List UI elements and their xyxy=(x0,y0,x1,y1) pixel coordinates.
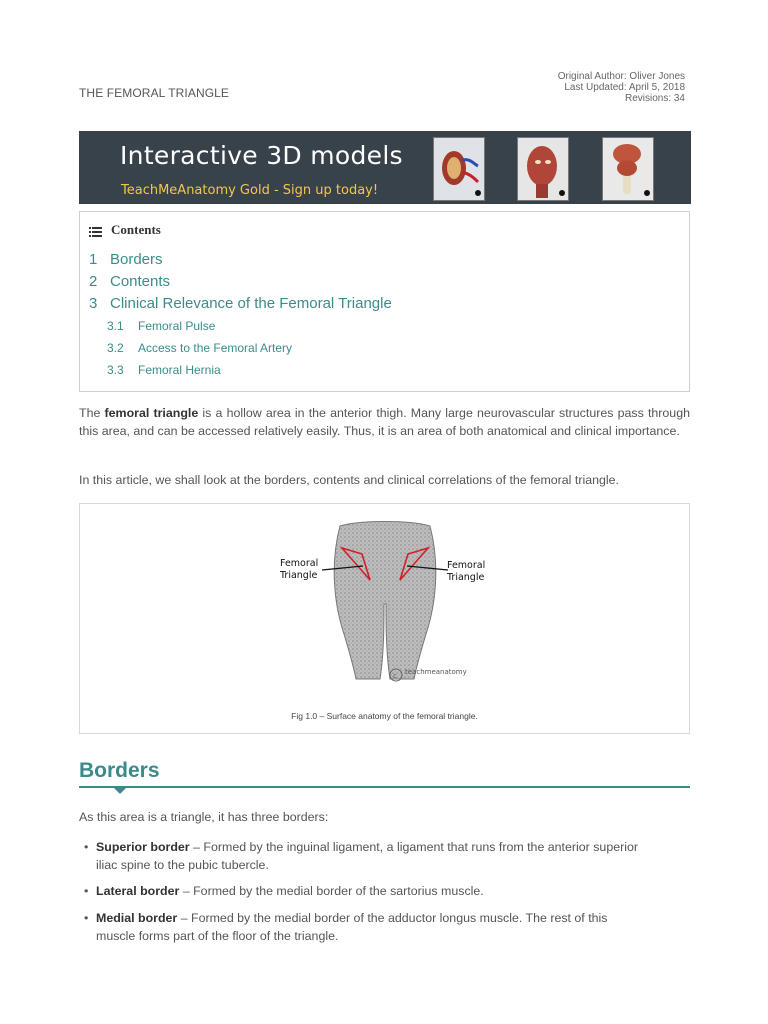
toc-subitem-femoral-pulse[interactable]: 3.1 Femoral Pulse xyxy=(107,319,216,333)
toc-subitem-femoral-artery-access[interactable]: 3.2 Access to the Femoral Artery xyxy=(107,341,293,355)
toc-subitem-femoral-hernia[interactable]: 3.3 Femoral Hernia xyxy=(107,363,221,377)
banner-title: Interactive 3D models xyxy=(120,141,403,170)
toc-heading[interactable] xyxy=(89,222,161,238)
femoral-triangle-illustration xyxy=(80,504,689,704)
figure-box xyxy=(79,503,690,734)
toc-item-contents[interactable]: 2 Contents xyxy=(89,273,171,290)
bullet-icon: • xyxy=(84,911,89,925)
border-item-superior: • Superior border – Formed by the inguinal ligament, a ligament that runs from the anterior superior iliac spine to the pubic tubercle. xyxy=(84,840,638,872)
shoulder-model-thumbnail[interactable] xyxy=(602,137,654,201)
bullet-icon: • xyxy=(84,884,89,898)
list-icon xyxy=(89,225,102,235)
figure-caption: Fig 1.0 – Surface anatomy of the femoral triangle. xyxy=(291,711,478,721)
toc-heading-label: Contents xyxy=(111,222,161,237)
intro-paragraph-2: In this article, we shall look at the borders, contents and clinical correlations of the femoral triangle. xyxy=(79,473,619,487)
kidney-model-thumbnail[interactable] xyxy=(433,137,485,201)
svg-text:c: c xyxy=(393,672,397,680)
border-item-lateral: • Lateral border – Formed by the medial border of the sartorius muscle. xyxy=(84,884,484,898)
updated-line: Last Updated: April 5, 2018 xyxy=(564,82,685,93)
heading-notch xyxy=(114,788,126,794)
banner-subtitle: TeachMeAnatomy Gold - Sign up today! xyxy=(121,183,379,198)
toc-item-clinical-relevance[interactable]: 3 Clinical Relevance of the Femoral Triangle xyxy=(89,295,392,312)
borders-heading: Borders xyxy=(79,759,160,782)
intro-paragraph: The femoral triangle is a hollow area in the anterior thigh. Many large neurovascular structures pass through this area, and can be accessed relatively easily. Thus, it is an area of both anatomical and clinical importance. xyxy=(79,406,690,438)
article-meta xyxy=(558,71,685,104)
revisions-line: Revisions: 34 xyxy=(624,93,685,104)
figure-label-left: Femoral Triangle xyxy=(280,558,319,581)
page-title: THE FEMORAL TRIANGLE xyxy=(79,86,230,100)
borders-intro: As this area is a triangle, it has three borders: xyxy=(79,810,329,824)
table-of-contents xyxy=(79,211,690,392)
border-item-medial: • Medial border – Formed by the medial border of the adductor longus muscle. The rest of this muscle forms part of the floor of the triangle. xyxy=(84,911,608,943)
heading-rule xyxy=(79,786,690,788)
toc-item-borders[interactable]: 1 Borders xyxy=(89,251,163,268)
author-line: Original Author: Oliver Jones xyxy=(557,71,685,82)
bullet-icon: • xyxy=(84,840,89,854)
figure-label-right: Femoral Triangle xyxy=(447,560,486,583)
head-muscles-model-thumbnail[interactable] xyxy=(517,137,569,201)
figure-watermark: teachmeanatomy xyxy=(405,668,467,676)
femoral-triangle-term: femoral triangle xyxy=(104,406,199,420)
promo-banner[interactable] xyxy=(79,131,691,204)
